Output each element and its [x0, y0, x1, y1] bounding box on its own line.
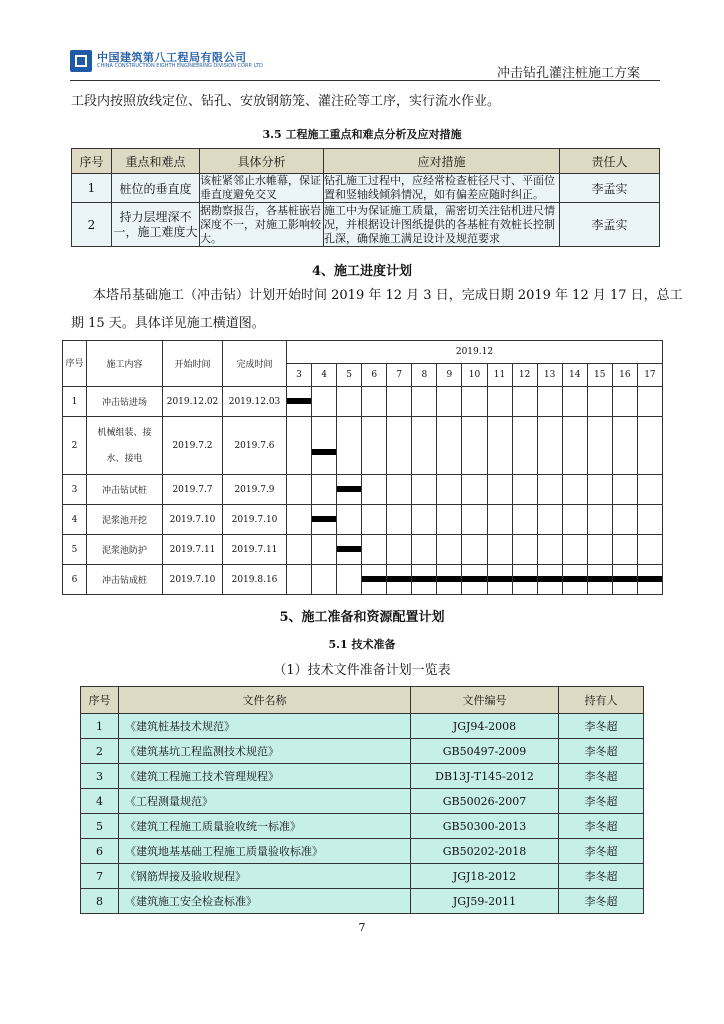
header-cell: 责任人 [560, 149, 660, 174]
table-row [81, 889, 644, 914]
gantt-col-start: 开始时间 [163, 341, 223, 387]
document-title: 冲击钻孔灌注桩施工方案 [496, 66, 640, 81]
row-analysis: 据勘察报告，各基桩嵌岩深度不一，对施工影响较大。 [200, 203, 324, 247]
gantt-bar [312, 516, 336, 522]
table-row [81, 739, 644, 764]
gantt-task-name: 冲击钻进场 [87, 387, 163, 417]
header-cell: 重点和难点 [112, 149, 200, 174]
gantt-bar [638, 576, 662, 582]
table-row [72, 174, 660, 203]
gantt-cell [612, 417, 637, 475]
row-point: 持力层埋深不一，施工难度大 [112, 203, 200, 247]
gantt-bar [563, 576, 587, 582]
gantt-task-end: 2019.12.03 [223, 387, 287, 417]
gantt-cell [562, 417, 587, 475]
table-row [81, 864, 644, 889]
gantt-cell [637, 387, 662, 417]
gantt-task-start: 2019.7.10 [163, 505, 223, 535]
doc-holder: 李冬超 [559, 814, 644, 839]
gantt-day: 14 [562, 364, 587, 387]
gantt-day: 3 [287, 364, 312, 387]
gantt-cell [462, 535, 487, 565]
gantt-day: 4 [312, 364, 337, 387]
gantt-cell [437, 387, 462, 417]
gantt-cell [612, 387, 637, 417]
gantt-cell [287, 535, 312, 565]
doc-holder: 李冬超 [559, 889, 644, 914]
gantt-bar [337, 546, 361, 552]
gantt-cell [512, 505, 537, 535]
gantt-cell [412, 387, 437, 417]
gantt-task-row [63, 475, 663, 505]
table-row [81, 839, 644, 864]
doc-name: 《建筑地基基础工程施工质量验收标准》 [119, 839, 411, 864]
gantt-bar [387, 576, 411, 582]
doc-name: 《建筑工程施工技术管理规程》 [119, 764, 411, 789]
gantt-task-end: 2019.7.11 [223, 535, 287, 565]
gantt-task-no: 1 [63, 387, 87, 417]
gantt-cell [412, 417, 437, 475]
gantt-cell [537, 387, 562, 417]
gantt-cell [612, 535, 637, 565]
gantt-cell [612, 565, 637, 595]
gantt-cell [537, 565, 562, 595]
gantt-cell [337, 475, 362, 505]
gantt-cell [637, 565, 662, 595]
gantt-cell [512, 417, 537, 475]
gantt-bar [462, 576, 486, 582]
row-no: 2 [72, 203, 112, 247]
gantt-cell [487, 565, 512, 595]
gantt-cell [337, 535, 362, 565]
gantt-cell [412, 565, 437, 595]
doc-holder: 李冬超 [559, 739, 644, 764]
row-measure: 钻孔施工过程中，应经常检查桩径尺寸、平面位置和竖轴线倾斜情况，如有偏差应随时纠正。 [324, 174, 560, 203]
gantt-task-start: 2019.7.11 [163, 535, 223, 565]
gantt-cell [462, 505, 487, 535]
gantt-cell [537, 417, 562, 475]
gantt-task-start: 2019.12.02 [163, 387, 223, 417]
doc-name: 《建筑施工安全检查标准》 [119, 889, 411, 914]
gantt-cell [312, 505, 337, 535]
doc-holder: 李冬超 [559, 764, 644, 789]
page-header [70, 44, 660, 81]
gantt-cell [337, 505, 362, 535]
gantt-cell [312, 475, 337, 505]
header-cell: 持有人 [559, 687, 644, 714]
gantt-col-no: 序号 [63, 341, 87, 387]
gantt-day: 7 [387, 364, 412, 387]
gantt-cell [587, 505, 612, 535]
header-cell: 序号 [72, 149, 112, 174]
doc-table-title: （1）技术文件准备计划一览表 [273, 663, 451, 678]
gantt-day: 8 [412, 364, 437, 387]
gantt-task-no: 5 [63, 535, 87, 565]
gantt-col-end: 完成时间 [223, 341, 287, 387]
gantt-cell [287, 475, 312, 505]
gantt-cell [512, 535, 537, 565]
gantt-bar [513, 576, 537, 582]
gantt-task-end: 2019.7.9 [223, 475, 287, 505]
gantt-cell [387, 475, 412, 505]
gantt-cell [512, 475, 537, 505]
gantt-cell [487, 417, 512, 475]
gantt-task-end: 2019.8.16 [223, 565, 287, 595]
gantt-cell [412, 505, 437, 535]
gantt-cell [562, 475, 587, 505]
gantt-cell [487, 505, 512, 535]
gantt-day: 13 [537, 364, 562, 387]
doc-code: GB50026-2007 [411, 789, 559, 814]
doc-name: 《建筑工程施工质量验收统一标准》 [119, 814, 411, 839]
gantt-cell [487, 387, 512, 417]
section-4-title: 4、施工进度计划 [311, 264, 413, 279]
gantt-cell [587, 565, 612, 595]
gantt-bar [437, 576, 461, 582]
gantt-cell [362, 417, 387, 475]
gantt-cell [487, 535, 512, 565]
doc-code: JGJ18-2012 [411, 864, 559, 889]
intro-line: 工段内按照放线定位、钻孔、安放钢筋笼、灌注砼等工序，实行流水作业。 [71, 94, 501, 109]
doc-name: 《工程测量规范》 [119, 789, 411, 814]
gantt-cell [587, 387, 612, 417]
gantt-task-row [63, 535, 663, 565]
gantt-bar [538, 576, 562, 582]
gantt-cell [587, 475, 612, 505]
doc-no: 7 [81, 864, 119, 889]
gantt-cell [462, 417, 487, 475]
gantt-cell [562, 565, 587, 595]
gantt-cell [637, 417, 662, 475]
gantt-cell [462, 387, 487, 417]
gantt-cell [387, 387, 412, 417]
gantt-header-row [63, 341, 663, 364]
document-table [80, 686, 644, 914]
gantt-cell [362, 565, 387, 595]
section-3-5-title: 3.5 工程施工重点和难点分析及应对措施 [262, 128, 462, 141]
doc-no: 1 [81, 714, 119, 739]
gantt-task-end: 2019.7.6 [223, 417, 287, 475]
company-name-cn: 中国建筑第八工程局有限公司 [97, 51, 247, 64]
doc-code: DB13J-T145-2012 [411, 764, 559, 789]
table-row [81, 814, 644, 839]
gantt-cell [537, 535, 562, 565]
gantt-task-start: 2019.7.7 [163, 475, 223, 505]
gantt-cell [512, 565, 537, 595]
gantt-task-name: 冲击钻成桩 [87, 565, 163, 595]
gantt-cell [587, 535, 612, 565]
doc-code: JGJ59-2011 [411, 889, 559, 914]
gantt-cell [437, 475, 462, 505]
gantt-cell [312, 387, 337, 417]
gantt-cell [637, 475, 662, 505]
doc-code: GB50300-2013 [411, 814, 559, 839]
gantt-cell [387, 535, 412, 565]
gantt-cell [587, 417, 612, 475]
doc-code: JGJ94-2008 [411, 714, 559, 739]
row-measure: 施工中为保证施工质量，需密切关注钻机进尺情况，并根据设计图纸提供的各基桩有效桩长控制孔深，确保施工满足设计及规范要求 [324, 203, 560, 247]
gantt-day: 10 [462, 364, 487, 387]
doc-no: 3 [81, 764, 119, 789]
gantt-task-name: 机械组装、接水、接电 [87, 417, 163, 475]
gantt-cell [287, 565, 312, 595]
gantt-task-start: 2019.7.10 [163, 565, 223, 595]
gantt-cell [537, 505, 562, 535]
gantt-cell [562, 505, 587, 535]
gantt-day: 6 [362, 364, 387, 387]
gantt-day: 9 [437, 364, 462, 387]
table-row [81, 714, 644, 739]
gantt-cell [537, 475, 562, 505]
doc-name: 《建筑桩基技术规范》 [119, 714, 411, 739]
gantt-task-name: 冲击钻试桩 [87, 475, 163, 505]
table-header-row [81, 687, 644, 714]
gantt-day: 12 [512, 364, 537, 387]
section-5-1-title: 5.1 技术准备 [328, 638, 396, 651]
company-logo-icon [70, 50, 92, 72]
gantt-col-name: 施工内容 [87, 341, 163, 387]
gantt-cell [362, 505, 387, 535]
gantt-bar [287, 398, 311, 404]
gantt-day: 17 [637, 364, 662, 387]
gantt-cell [612, 475, 637, 505]
doc-name: 《建筑基坑工程监测技术规范》 [119, 739, 411, 764]
gantt-cell [337, 565, 362, 595]
gantt-day: 16 [612, 364, 637, 387]
gantt-cell [312, 565, 337, 595]
doc-no: 5 [81, 814, 119, 839]
doc-no: 2 [81, 739, 119, 764]
gantt-bar [488, 576, 512, 582]
table-row [72, 203, 660, 247]
gantt-day: 11 [487, 364, 512, 387]
row-owner: 李孟实 [560, 174, 660, 203]
header-cell: 具体分析 [200, 149, 324, 174]
gantt-task-no: 3 [63, 475, 87, 505]
doc-name: 《钢筋焊接及验收规程》 [119, 864, 411, 889]
gantt-cell [562, 535, 587, 565]
gantt-task-name: 泥浆池防护 [87, 535, 163, 565]
gantt-cell [412, 475, 437, 505]
gantt-bar [337, 486, 361, 492]
page-number: 7 [358, 921, 366, 934]
doc-no: 8 [81, 889, 119, 914]
header-cell: 应对措施 [324, 149, 560, 174]
gantt-cell [462, 475, 487, 505]
gantt-task-name: 泥浆池开挖 [87, 505, 163, 535]
gantt-cell [437, 565, 462, 595]
difficulty-table [71, 148, 660, 247]
table-header-row [72, 149, 660, 174]
gantt-cell [437, 505, 462, 535]
row-point: 桩位的垂直度 [112, 174, 200, 203]
doc-holder: 李冬超 [559, 789, 644, 814]
gantt-day: 15 [587, 364, 612, 387]
gantt-bar [588, 576, 612, 582]
gantt-cell [387, 417, 412, 475]
doc-no: 6 [81, 839, 119, 864]
gantt-chart [62, 340, 663, 595]
doc-code: GB50497-2009 [411, 739, 559, 764]
gantt-bar [362, 576, 386, 582]
header-cell: 序号 [81, 687, 119, 714]
gantt-cell [637, 535, 662, 565]
gantt-cell [312, 417, 337, 475]
gantt-cell [312, 535, 337, 565]
gantt-cell [387, 565, 412, 595]
gantt-cell [387, 505, 412, 535]
row-no: 1 [72, 174, 112, 203]
schedule-paragraph-line1: 本塔吊基础施工（冲击钻）计划开始时间 2019 年 12 月 3 日，完成日期 2019 年 12 月 17 日，总工 [93, 288, 683, 303]
gantt-cell [362, 475, 387, 505]
row-owner: 李孟实 [560, 203, 660, 247]
gantt-cell [462, 565, 487, 595]
gantt-task-row [63, 565, 663, 595]
gantt-bar [412, 576, 436, 582]
gantt-task-row [63, 505, 663, 535]
gantt-cell [287, 387, 312, 417]
gantt-bar [613, 576, 637, 582]
gantt-cell [287, 417, 312, 475]
doc-holder: 李冬超 [559, 839, 644, 864]
doc-no: 4 [81, 789, 119, 814]
gantt-cell [337, 417, 362, 475]
doc-holder: 李冬超 [559, 714, 644, 739]
gantt-bar [312, 449, 336, 455]
gantt-task-no: 6 [63, 565, 87, 595]
gantt-cell [612, 505, 637, 535]
gantt-cell [287, 505, 312, 535]
gantt-task-row [63, 387, 663, 417]
gantt-cell [362, 535, 387, 565]
schedule-paragraph-line2: 期 15 天。具体详见施工横道图。 [71, 316, 265, 331]
doc-holder: 李冬超 [559, 864, 644, 889]
gantt-task-no: 4 [63, 505, 87, 535]
gantt-cell [437, 535, 462, 565]
gantt-cell [487, 475, 512, 505]
gantt-task-no: 2 [63, 417, 87, 475]
header-cell: 文件名称 [119, 687, 411, 714]
table-row [81, 789, 644, 814]
row-analysis: 该桩紧邻止水帷幕，保证垂直度避免交叉 [200, 174, 324, 203]
gantt-cell [562, 387, 587, 417]
gantt-month: 2019.12 [287, 341, 663, 364]
gantt-day: 5 [337, 364, 362, 387]
gantt-cell [637, 505, 662, 535]
gantt-task-end: 2019.7.10 [223, 505, 287, 535]
gantt-cell [412, 535, 437, 565]
gantt-cell [437, 417, 462, 475]
company-name-en: CHINA CONSTRUCTION EIGHTH ENGINEERING DIVISION CORP. LTD [97, 63, 263, 69]
header-cell: 文件编号 [411, 687, 559, 714]
doc-code: GB50202-2018 [411, 839, 559, 864]
gantt-task-start: 2019.7.2 [163, 417, 223, 475]
section-5-title: 5、施工准备和资源配置计划 [279, 610, 445, 625]
gantt-cell [362, 387, 387, 417]
gantt-task-row [63, 417, 663, 475]
gantt-cell [512, 387, 537, 417]
table-row [81, 764, 644, 789]
gantt-cell [337, 387, 362, 417]
